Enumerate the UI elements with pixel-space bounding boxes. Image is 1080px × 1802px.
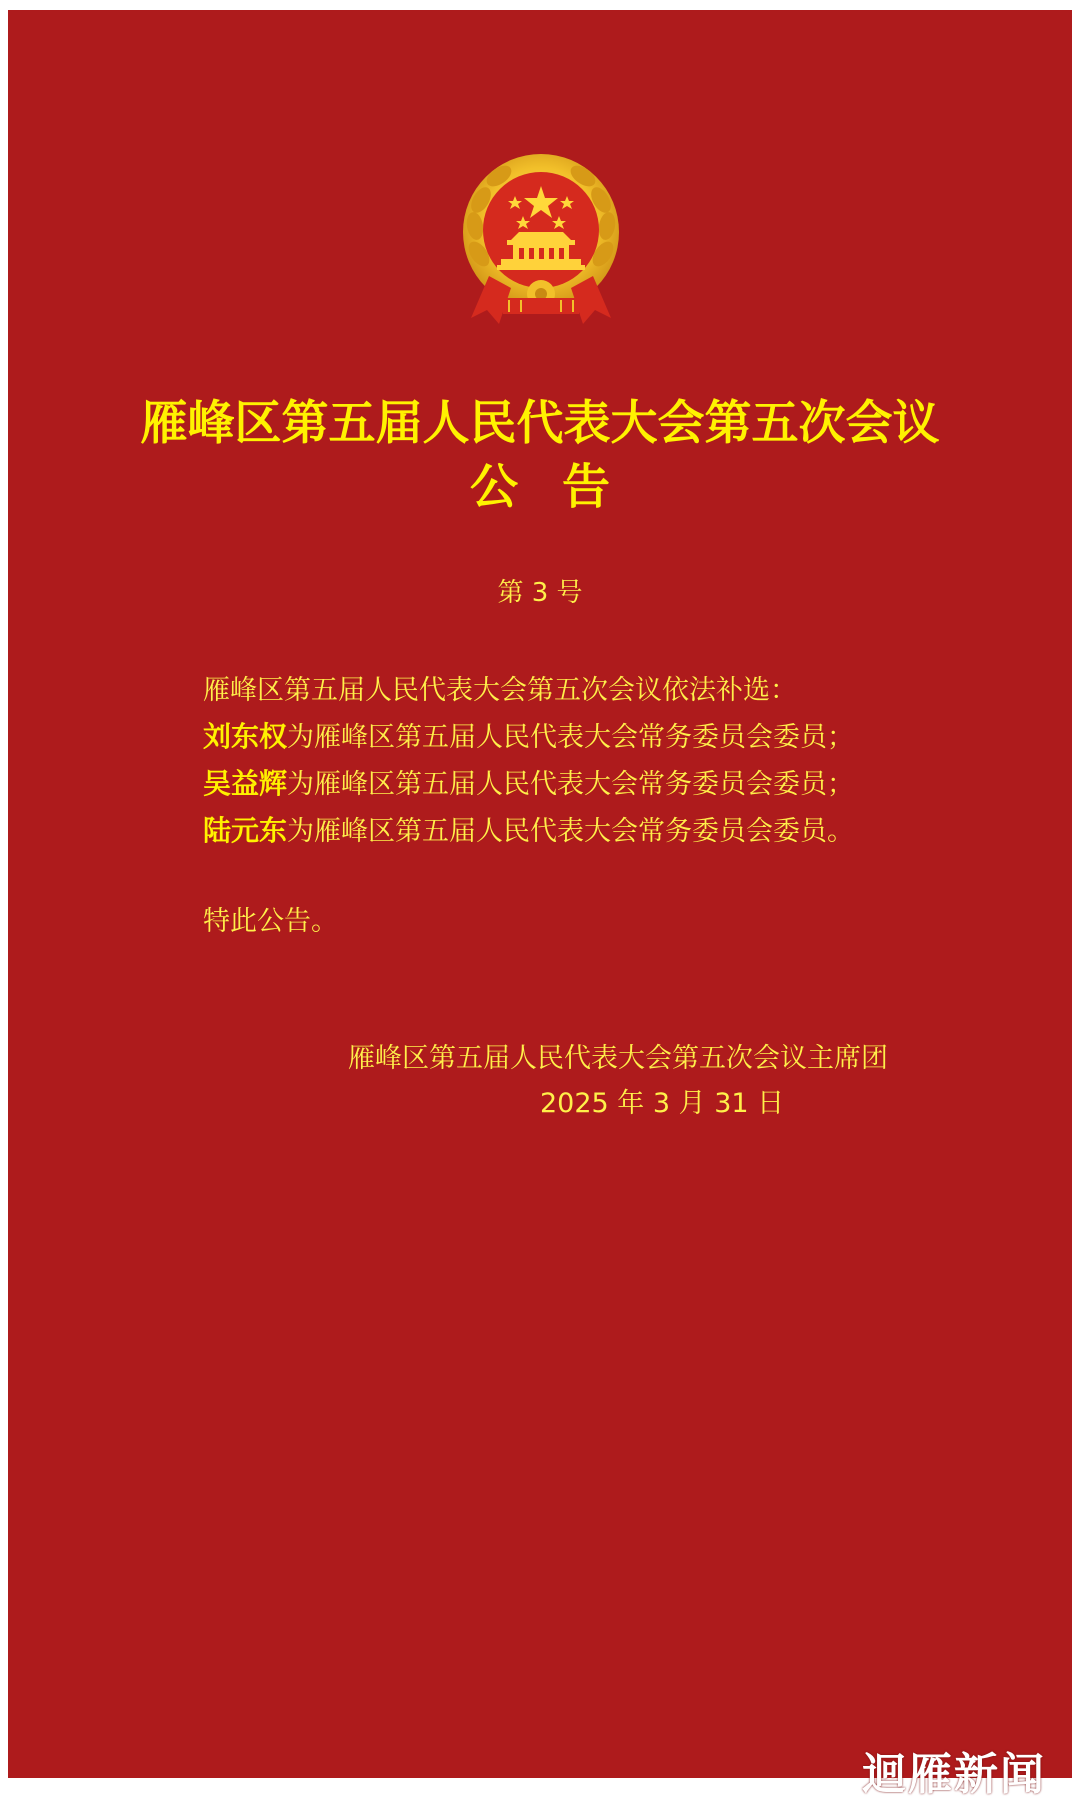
- national-emblem-icon: [459, 148, 624, 326]
- appointee-name: 陆元东: [203, 814, 288, 847]
- appointee-name: 刘东权: [203, 720, 288, 753]
- appointment-text: 为雁峰区第五届人民代表大会常务委员会委员；: [287, 769, 855, 800]
- issuer-signature: 雁峰区第五届人民代表大会第五次会议主席团: [348, 1043, 888, 1074]
- announcement-subtitle: 公告: [469, 459, 654, 515]
- intro-line: 雁峰区第五届人民代表大会第五次会议依法补选：: [203, 675, 797, 706]
- appointment-text: 为雁峰区第五届人民代表大会常务委员会委员。: [287, 816, 855, 847]
- appointee-name: 吴益辉: [203, 767, 288, 800]
- announcement-body: [203, 668, 1003, 855]
- issue-date: 2025 年 3 月 31 日: [540, 1088, 785, 1119]
- closing-text: 特此公告。: [203, 906, 338, 937]
- appointment-line: [203, 714, 1003, 761]
- announcement-poster: [8, 10, 1072, 1778]
- appointment-line: [203, 761, 1003, 808]
- document-number: 第 3 号: [497, 578, 583, 608]
- announcement-title: 雁峰区第五届人民代表大会第五次会议: [140, 396, 940, 451]
- watermark-logo: 迴雁新闻: [862, 1749, 1046, 1800]
- appointment-text: 为雁峰区第五届人民代表大会常务委员会委员；: [287, 722, 855, 753]
- appointment-line: [203, 808, 1003, 855]
